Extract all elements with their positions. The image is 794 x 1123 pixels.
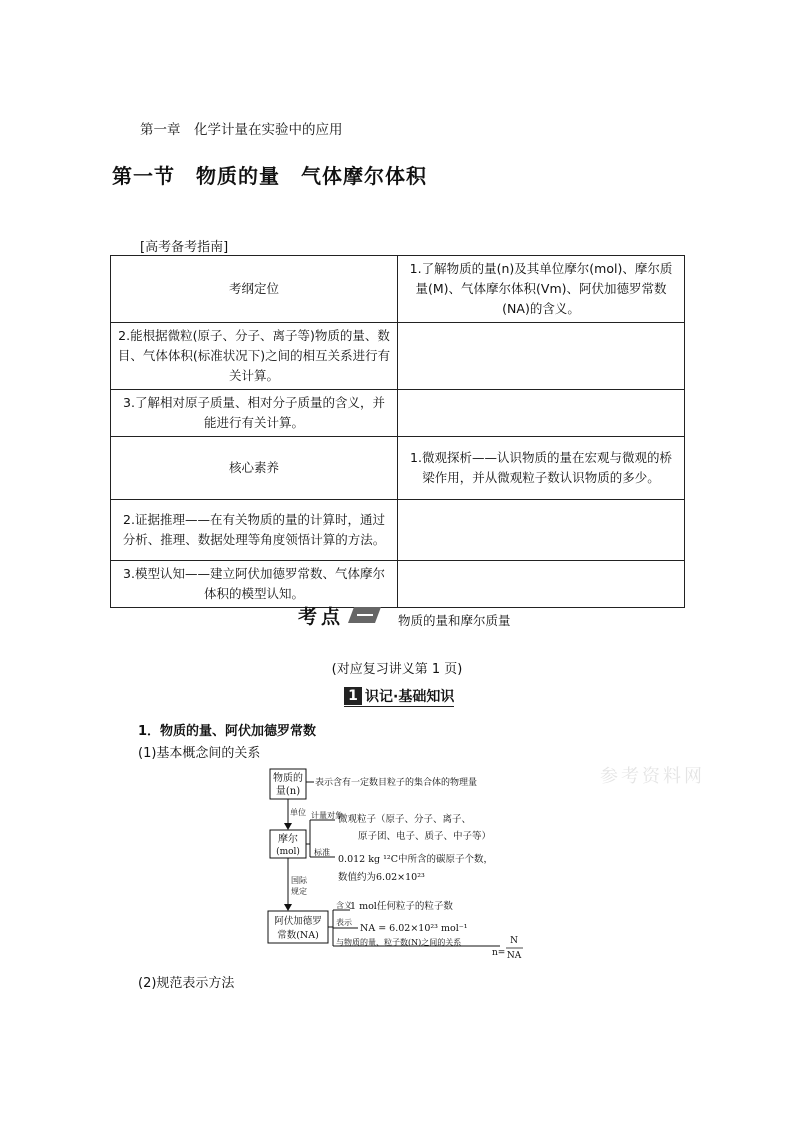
intl-label: 规定 <box>291 887 307 896</box>
box-avogadro-text: 常数(NA) <box>277 930 319 941</box>
section-banner-text: 识记·基础知识 <box>365 689 455 705</box>
table-row <box>111 437 685 500</box>
heading-1: 1．物质的量、阿伏加德罗常数 <box>138 724 317 739</box>
standard-label: 标准 <box>314 848 330 857</box>
exam-guide-table <box>110 255 685 608</box>
box-mol-text: 摩尔 <box>278 834 298 845</box>
kaodian-heading: 考点 <box>298 606 345 628</box>
table-cell: 2.能根据微粒(原子、分子、离子等)物质的量、数目、气体体积(标准状况下)之间的相互关系进行有关计算。 <box>111 323 398 390</box>
intl-label: 国际 <box>291 876 307 885</box>
table-row <box>111 323 685 390</box>
calc-object-label: 计量对象 <box>311 811 343 820</box>
box-avogadro-text: 阿伏加德罗 <box>274 916 322 927</box>
table-row <box>111 561 685 608</box>
table-cell: 2.证据推理——在有关物质的量的计算时，通过分析、推理、数据处理等角度领悟计算的方法。 <box>111 500 398 561</box>
watermark: 参考资料网 <box>600 766 705 787</box>
formula-denominator: NA <box>506 951 522 961</box>
meaning-description: 1 mol任何粒子的粒子数 <box>350 901 453 912</box>
guide-label: [高考备考指南] <box>140 240 229 255</box>
formula-numerator: N <box>510 936 518 946</box>
heading-notation: (2)规范表示方法 <box>138 976 235 991</box>
box-amount-text: 量(n) <box>275 786 301 797</box>
chapter-title: 第一章 化学计量在实验中的应用 <box>140 122 343 138</box>
page-reference: (对应复习讲义第 1 页) <box>331 662 463 677</box>
particles-text: 原子团、电子、质子、中子等） <box>358 831 492 842</box>
table-cell <box>398 561 685 608</box>
section-banner <box>344 686 454 707</box>
particles-text: 微观粒子（原子、分子、离子、 <box>338 814 472 825</box>
box-mol-text: (mol) <box>276 847 300 857</box>
table-cell: 3.模型认知——建立阿伏加德罗常数、气体摩尔体积的模型认知。 <box>111 561 398 608</box>
table-cell: 1.了解物质的量(n)及其单位摩尔(mol)、摩尔质量(M)、气体摩尔体积(Vm)、阿伏加德罗常数(NA)的含义。 <box>398 256 685 323</box>
table-cell: 考纲定位 <box>111 256 398 323</box>
relation-description: 与物质的量、粒子数(N)之间的关系 <box>336 938 462 947</box>
table-row <box>111 256 685 323</box>
table-row <box>111 390 685 437</box>
heading-concepts: (1)基本概念间的关系 <box>138 746 261 761</box>
section-number: 1 <box>344 687 362 705</box>
concept-diagram <box>260 765 540 965</box>
formula-lhs: n= <box>492 948 506 958</box>
arrow-head <box>284 823 292 830</box>
table-row <box>111 500 685 561</box>
table-cell <box>398 500 685 561</box>
represent-description: NA = 6.02×10²³ mol⁻¹ <box>360 923 468 934</box>
represent-label: 表示 <box>336 918 352 927</box>
table-cell: 3.了解相对原子质量、相对分子质量的含义，并能进行有关计算。 <box>111 390 398 437</box>
table-cell <box>398 390 685 437</box>
section-title: 第一节 物质的量 气体摩尔体积 <box>112 164 427 188</box>
arrow-head <box>284 904 292 911</box>
kaodian-title: 物质的量和摩尔质量 <box>398 613 511 628</box>
unit-label: 单位 <box>290 808 306 817</box>
kaodian-number-badge <box>346 606 382 624</box>
value-description: 数值约为6.02×10²³ <box>338 872 425 883</box>
table-cell: 核心素养 <box>111 437 398 500</box>
table-cell <box>398 323 685 390</box>
table-cell: 1.微观探析——认识物质的量在宏观与微观的桥梁作用，并从微观粒子数认识物质的多少。 <box>398 437 685 500</box>
meaning-label: 含义 <box>336 901 352 910</box>
amount-description: 表示含有一定数目粒子的集合体的物理量 <box>315 778 478 788</box>
box-amount-text: 物质的 <box>273 773 303 784</box>
standard-description: 0.012 kg ¹²C中所含的碳原子个数， <box>338 854 493 865</box>
